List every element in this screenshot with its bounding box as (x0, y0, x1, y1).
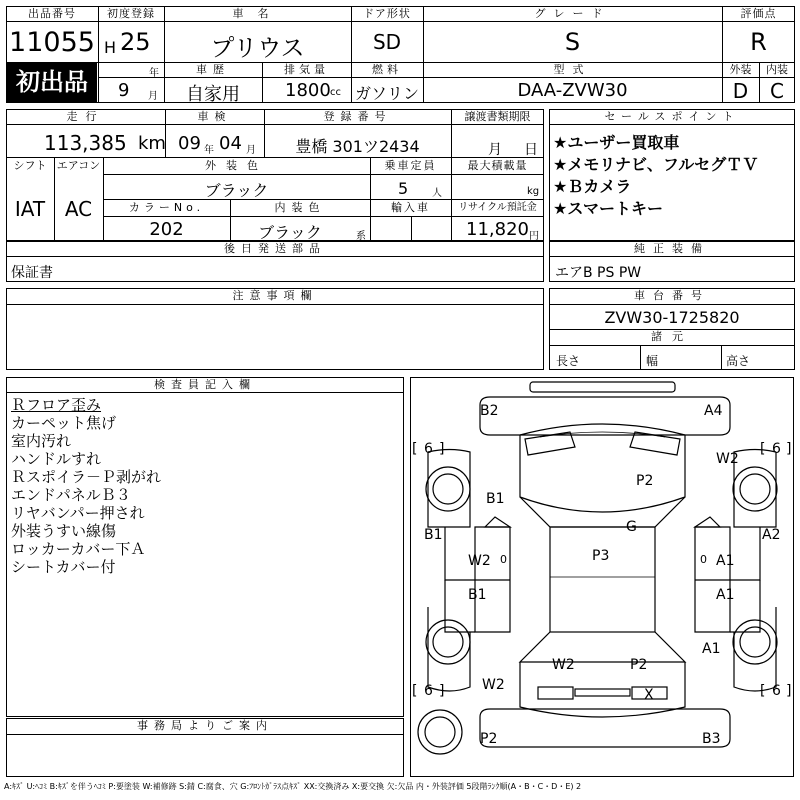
inspector-note: 室内汚れ (11, 432, 72, 450)
inspector-note: Ｒスポイラ－Ｐ剥がれ (11, 468, 162, 486)
mark-right-front-door: A1 (716, 553, 735, 569)
grade: S (564, 28, 581, 56)
mark-rear-bumper-right: B3 (702, 731, 721, 747)
genuine-label: 純正装備 (634, 242, 710, 255)
recycle-label: リサイクル預託金 (458, 202, 537, 213)
int-color: ブラック (258, 223, 322, 242)
mileage: 113,385 (44, 131, 127, 155)
dims-length: 長さ (556, 354, 581, 368)
first-listing-badge: 初出品 (7, 63, 97, 102)
mark-right-fender: A2 (762, 527, 781, 543)
tire-tread-rear-left: [ (412, 683, 418, 699)
dims-width: 幅 (646, 354, 659, 368)
seats-unit: 人 (432, 188, 442, 199)
tire-tread-rear-right-value: 6 (772, 683, 781, 699)
first-reg-year-suffix: 年 (149, 68, 159, 79)
tire-tread-front-right: [ (760, 441, 766, 457)
mark-windshield-left: B1 (486, 491, 505, 507)
mark-right-rear-quarter: A1 (702, 641, 721, 657)
inspector-note: シートカバー付 (11, 558, 116, 576)
svg-text:]: ] (439, 683, 445, 699)
mark-left-rear-door: B1 (468, 587, 487, 603)
sales-point-item: ★Ｂカメラ (553, 177, 632, 196)
mark-left-front-door: W2 (468, 553, 491, 569)
inspector-note: リヤバンパー押され (11, 504, 145, 522)
history-label: 車歴 (196, 63, 230, 76)
inspector-note: エンドパネルＢ３ (11, 486, 131, 504)
dims-label: 諸元 (651, 330, 693, 343)
car-name-label: 車名 (232, 7, 283, 20)
inspection-year-suffix: 年 (204, 145, 214, 156)
inspector-note: カーペット焦げ (11, 414, 117, 432)
mark-left-fender: B1 (424, 527, 443, 543)
chassis-number: ZVW30-1725820 (604, 308, 740, 327)
mark-trunk-left: W2 (552, 657, 575, 673)
inspector-note: ロッカーカバー下Ａ (11, 540, 146, 558)
inspector-note: 外装うすい線傷 (11, 522, 117, 540)
mark-cabin: P3 (592, 548, 610, 564)
svg-text:]: ] (786, 441, 792, 457)
mark-rear-bumper-left: P2 (480, 731, 498, 747)
first-reg-year: 25 (120, 28, 151, 56)
history: 自家用 (186, 84, 240, 105)
grade-label: グレード (534, 7, 611, 20)
mark-right-front-w: W2 (716, 451, 739, 467)
seats: 5 (398, 179, 409, 198)
shift-label: シフト (13, 159, 47, 172)
genuine-value: エアB PS PW (555, 265, 642, 281)
legend: A:ｷｽﾞ U:ﾍｺﾐ B:ｷｽﾞを伴うﾍｺﾐ P:要塗装 W:補修跡 S:錆 C:腐食、穴 G:ﾌﾛﾝﾄｶﾞﾗｽ点ｷｽﾞ XX:交換済み X:要交換 欠:欠品 内・外装評価 5段階ﾗﾝｸ順(A・B・C・D・E) 2 (4, 782, 582, 791)
recycle-unit: 円 (529, 231, 539, 242)
score: R (750, 28, 767, 56)
interior-score: C (770, 79, 784, 103)
lot-no-label: 出品番号 (28, 7, 76, 20)
fuel-label: 燃料 (372, 63, 402, 76)
transfer-day: 日 (524, 142, 538, 158)
car-name: プリウス (210, 34, 305, 62)
inspection-month: 04 (219, 133, 242, 154)
score-label: 評価点 (740, 7, 777, 20)
recycle-fee: 11,820 (466, 219, 529, 240)
displacement-unit: cc (330, 87, 341, 98)
sales-points-label: セールスポイント (604, 110, 740, 123)
plate-number: 豊橋 301ツ2434 (295, 137, 420, 156)
inspector-note: ハンドルすれ (11, 450, 102, 468)
sales-point-item: ★ユーザー買取車 (553, 133, 680, 152)
first-reg-month-suffix: 月 (148, 91, 158, 102)
inspector-label: 検査員記入欄 (154, 378, 256, 391)
cautions-label: 注意事項欄 (232, 289, 318, 302)
tire-tread-front-left-value: 6 (424, 441, 433, 457)
inspector-note: Ｒフロア歪み (11, 396, 102, 414)
tire-tread-rear-left-value: 6 (424, 683, 433, 699)
color-label: 外装色 (205, 159, 268, 172)
int-color-label: 内装色 (274, 201, 326, 214)
model-label: 型式 (553, 63, 592, 76)
color-no-label: カラーNo. (128, 201, 205, 214)
lot-no: 11055 (9, 27, 95, 58)
svg-text:]: ] (439, 441, 445, 457)
first-reg-label: 初度登録 (107, 7, 155, 20)
mileage-label: 走行 (66, 110, 105, 123)
mark-front-right: A4 (704, 403, 723, 419)
displacement-label: 排気量 (284, 63, 329, 76)
exterior-label: 外装 (729, 63, 752, 76)
load-unit: kg (527, 186, 540, 197)
door-label: ドア形状 (363, 7, 411, 20)
import-label: 輸入車 (391, 201, 430, 214)
sales-point-item: ★スマートキー (553, 199, 664, 218)
inspection-label: 車検 (197, 110, 232, 123)
inspection-month-suffix: 月 (246, 145, 256, 156)
color-no: 202 (149, 219, 184, 240)
interior-label: 内装 (766, 63, 788, 76)
fuel: ガソリン (354, 84, 419, 103)
mark-left-rear-quarter: W2 (482, 677, 505, 693)
inspection-year: 09 (178, 133, 201, 154)
tire-tread-front-right-value: 6 (772, 441, 781, 457)
door-type: SD (372, 30, 402, 54)
shift: IAT (14, 197, 46, 221)
mark-roof: G (626, 519, 637, 535)
mark-trunk-right: P2 (630, 657, 648, 673)
displacement: 1800 (285, 80, 331, 101)
mileage-unit: km (138, 133, 166, 154)
int-color-suffix: 系 (356, 231, 366, 242)
ac-label: エアコン (56, 159, 101, 172)
svg-text:0: 0 (500, 553, 507, 566)
mark-front-left: B2 (480, 403, 499, 419)
load-label: 最大積載量 (467, 159, 528, 172)
transfer-label: 譲渡書類期限 (464, 110, 531, 123)
mark-x: X (644, 687, 654, 703)
later-parts-value: 保証書 (11, 265, 53, 281)
color: ブラック (204, 181, 269, 200)
mark-hood: P2 (636, 473, 654, 489)
ac: AC (64, 197, 93, 221)
inspector-notes (11, 396, 391, 576)
model: DAA-ZVW30 (517, 80, 628, 101)
first-reg-month: 9 (118, 80, 130, 101)
dims-height: 高さ (726, 354, 751, 368)
later-parts-label: 後日発送部品 (224, 242, 326, 255)
plate-label: 登録番号 (323, 110, 392, 123)
mark-right-rear-door: A1 (716, 587, 735, 603)
chassis-label: 車台番号 (634, 289, 710, 302)
seats-label: 乗車定員 (384, 159, 437, 172)
tire-tread-rear-right: [ (760, 683, 766, 699)
office-label: 事務局よりご案内 (137, 719, 273, 732)
svg-text:]: ] (786, 683, 792, 699)
car-condition-diagram (410, 377, 794, 777)
transfer-month: 月 (488, 142, 502, 158)
tire-tread-front-left: [ (412, 441, 418, 457)
first-reg-era: H (104, 38, 117, 57)
svg-text:0: 0 (700, 553, 707, 566)
exterior-score: D (732, 79, 749, 103)
sales-point-item: ★メモリナビ、フルセグＴＶ (553, 155, 759, 174)
